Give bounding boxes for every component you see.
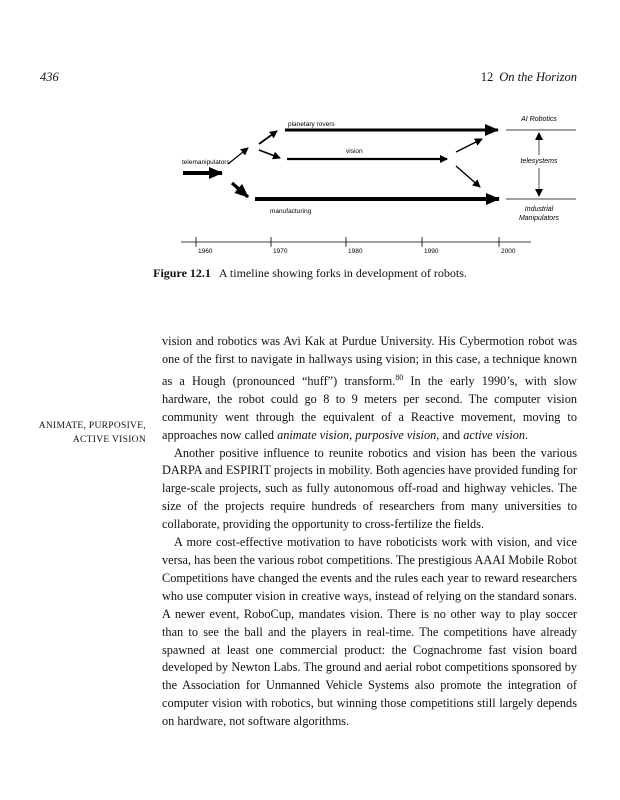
margin-note-line-2: ACTIVE VISION <box>72 434 146 445</box>
label-telesystems: telesystems <box>520 158 558 165</box>
label-manufacturing: manufacturing <box>270 208 312 215</box>
chapter-number: 12 <box>480 70 494 84</box>
paragraph-1-middle: In the early 1990’s, with slow hardware, the robot could go 8 to 9 meters per second. The computer vision community went through the equivalent of a Reactive movement, moving to approaches now called <box>162 373 578 442</box>
term-purposive-vision: purposive vision <box>355 427 437 442</box>
term-animate-vision: animate vision <box>277 427 350 442</box>
margin-note-line-1: ANIMATE, PURPOSIVE, <box>38 421 146 431</box>
arrow-to-vision <box>259 150 280 158</box>
label-ai-robotics: AI Robotics <box>521 116 557 123</box>
paragraph-1 <box>162 333 577 445</box>
paragraph-1-comma-1: , <box>349 427 356 442</box>
arrow-to-manufacturing <box>232 183 248 197</box>
page-number: 436 <box>40 70 59 84</box>
arrow-fork-up <box>228 148 248 164</box>
paragraph-1-start: vision and robotics was Avi Kak at Purdue University. His Cybermotion robot was one of the first to navigate in hallways using vision; in this case, a technique known as a Hough (pronounced “huff”) transform. <box>162 334 577 388</box>
paragraph-2: Another positive influence to reunite robotics and vision has been the various DARPA and ESPIRIT projects in mobility. Both agencies have provided funding for large-scale projects, such as fully autonomous off-road and highway vehicles. The size of the projects require hundreds of researchers from many universities to collaborate, providing the opportunity to cross-fertilize the fields. <box>162 445 577 532</box>
margin-note <box>18 420 146 447</box>
paragraph-1-comma-2: , and <box>436 427 464 442</box>
robot-timeline-figure <box>0 0 620 262</box>
chapter-name: On the Horizon <box>499 70 577 84</box>
label-planetary-rovers: planetary rovers <box>288 121 335 128</box>
figure-caption-text: A timeline showing forks in development of robots. <box>218 266 467 280</box>
label-industrial: Industrial <box>524 206 554 213</box>
figure-caption <box>0 266 620 281</box>
label-telemanipulators: telemanipulators <box>182 159 230 166</box>
arrow-vision-to-industrial <box>456 166 480 187</box>
tick-label-1970: 1970 <box>273 248 288 255</box>
tick-label-1960: 1960 <box>198 248 213 255</box>
label-manipulators: Manipulators <box>518 215 560 222</box>
arrow-to-planetary <box>259 131 277 144</box>
tick-label-1990: 1990 <box>424 248 439 255</box>
tick-label-1980: 1980 <box>348 248 363 255</box>
tick-label-2000: 2000 <box>501 248 516 255</box>
body-text <box>162 333 577 731</box>
paragraph-1-end: . <box>525 427 529 442</box>
term-active-vision: active vision <box>463 427 526 442</box>
figure-label: Figure 12.1 <box>153 266 211 280</box>
paragraph-3: A more cost-effective motivation to have roboticists work with vision, and vice versa, has been the various robot competitions. The prestigious AAAI Mobile Robot Competitions have changed the events and the rules each year to reward researchers who use computer vision in creative ways, instead of relying on the standard sonars. A newer event, RoboCup, mandates vision. There is no other way to play soccer than to see the ball and the players in real-time. The competitions have already spawned at least one commercial product: the Cognachrome fast vision board developed by Newton Labs. The ground and aerial robot competitions sponsored by the Association for Unmanned Vehicle Systems also promote the integration of computer vision with robotics, but winning those competitions still largely depends on hardware, not software algorithms. <box>162 535 577 729</box>
arrow-vision-to-ai <box>456 139 482 152</box>
label-vision: vision <box>346 148 363 155</box>
footnote-ref-80: 80 <box>395 372 404 382</box>
